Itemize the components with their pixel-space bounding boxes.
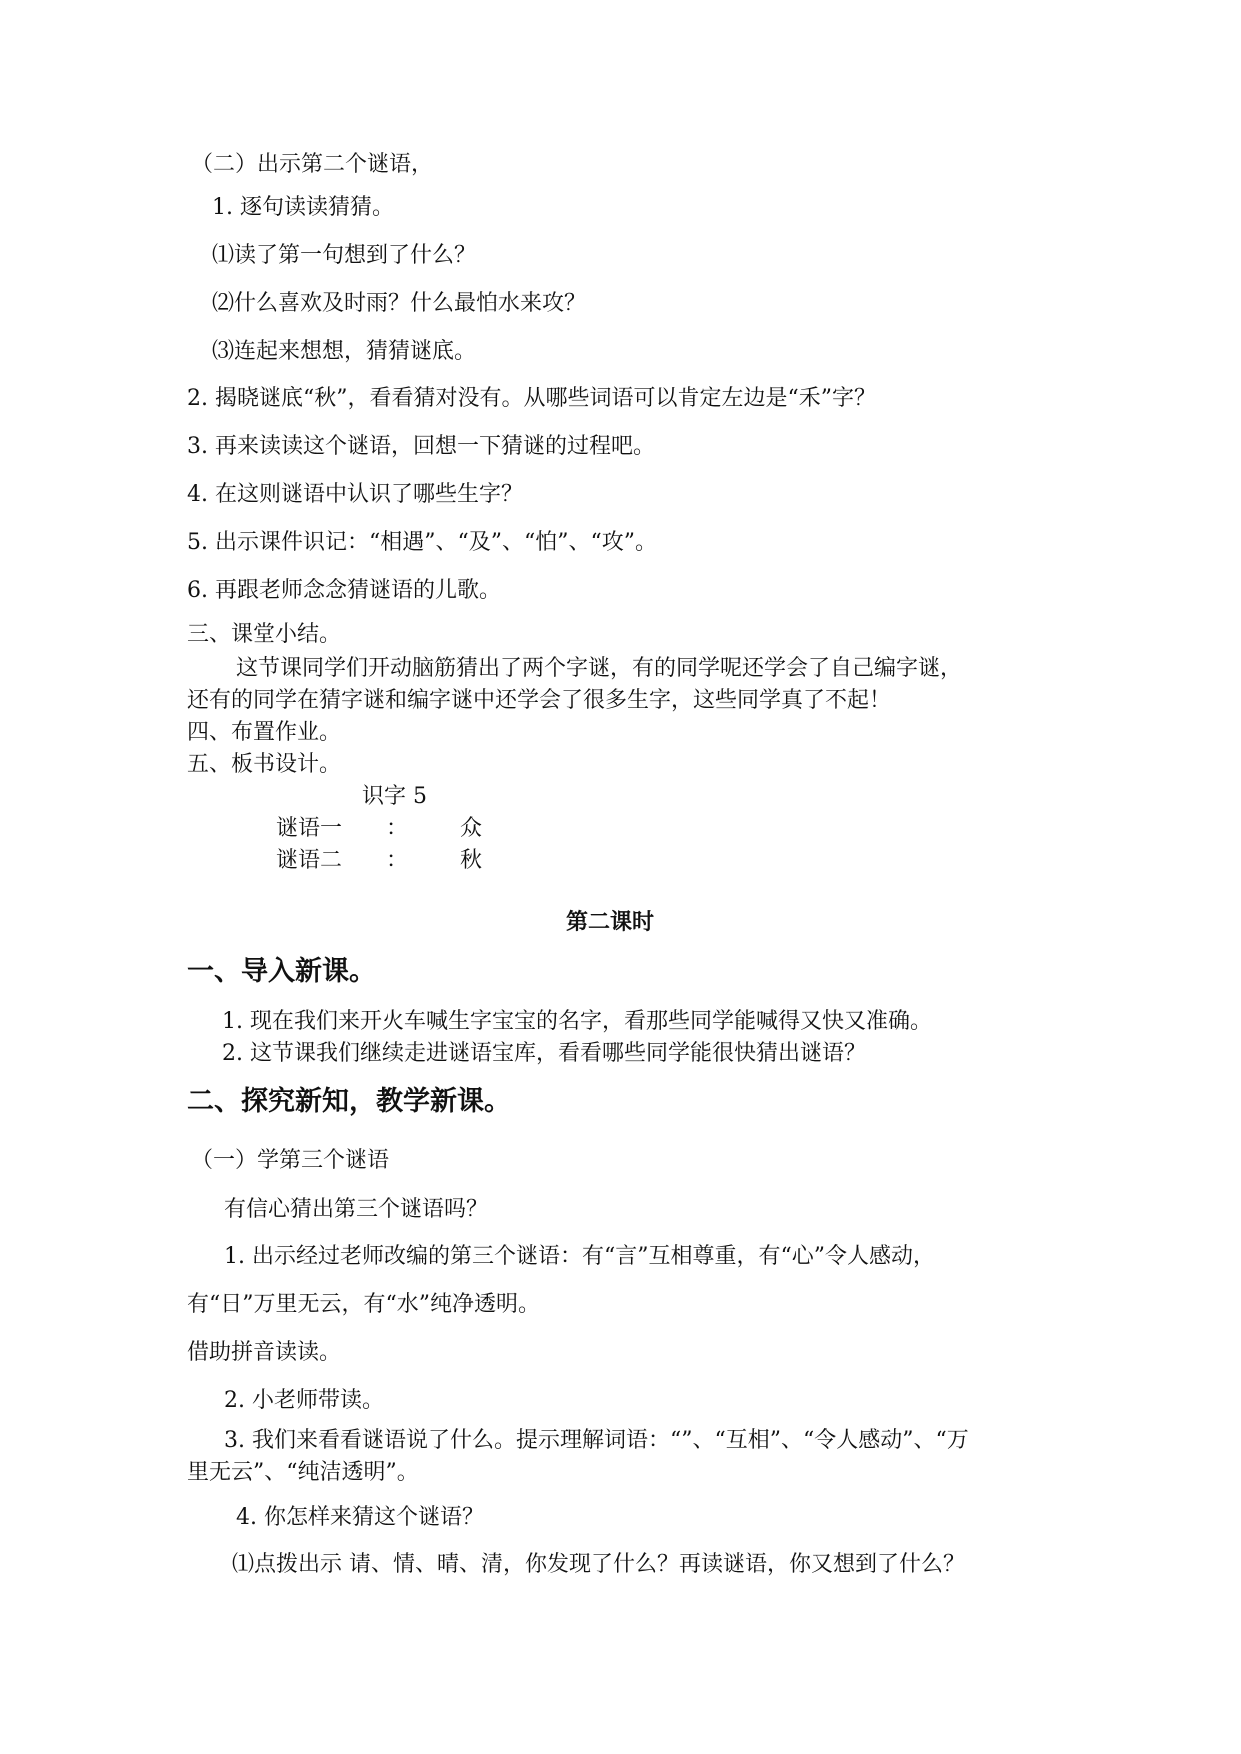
summary-heading: 三、课堂小结。 xyxy=(187,622,342,647)
section-heading-intro: 一、导入新课。 xyxy=(187,956,376,987)
board-row-answer: 秋 xyxy=(460,848,483,873)
question-3: ⑶连起来想想，猜猜谜底。 xyxy=(212,339,477,364)
step3-line-1: 3. 我们来看看谜语说了什么。提示理解词语：“”、“互相”、“令人感动”、“万 xyxy=(224,1428,969,1453)
board-design-heading: 五、板书设计。 xyxy=(187,752,342,777)
lesson-2-title: 第二课时 xyxy=(566,910,655,935)
step3-line: 3. 再来读读这个谜语，回想一下猜谜的过程吧。 xyxy=(187,434,655,459)
homework-heading: 四、布置作业。 xyxy=(187,720,342,745)
step4-line: 4. 在这则谜语中认识了哪些生字？ xyxy=(187,482,523,507)
step6-line: 6. 再跟老师念念猜谜语的儿歌。 xyxy=(187,578,501,603)
step1-line: 1. 逐句读读猜猜。 xyxy=(212,195,394,220)
step2-line: 2. 小老师带读。 xyxy=(224,1388,384,1413)
question-1: ⑴读了第一句想到了什么？ xyxy=(212,243,477,268)
board-row-label: 谜语二 xyxy=(276,848,343,873)
summary-line-1: 这节课同学们开动脑筋猜出了两个字谜，有的同学呢还学会了自己编字谜， xyxy=(236,656,963,681)
riddle3-intro: （一）学第三个谜语 xyxy=(191,1148,390,1173)
step4-line: 4. 你怎样来猜这个谜语？ xyxy=(236,1505,484,1530)
board-row-answer: 众 xyxy=(460,816,483,841)
section-heading-explore: 二、探究新知，教学新课。 xyxy=(187,1086,511,1117)
step5-line: 5. 出示课件识记：“相遇”、“及”、“怕”、“攻”。 xyxy=(187,530,657,555)
riddle3-line-2: 有“日”万里无云，有“水”纯净透明。 xyxy=(187,1292,540,1317)
step4-question-1: ⑴点拨出示 请、情、晴、清，你发现了什么？再读谜语，你又想到了什么？ xyxy=(232,1552,965,1577)
riddle3-line-1: 1. 出示经过老师改编的第三个谜语：有“言”互相尊重，有“心”令人感动， xyxy=(224,1244,935,1269)
intro-line-2: 2. 这节课我们继续走进谜语宝库，看看哪些同学能很快猜出谜语？ xyxy=(222,1041,866,1066)
riddle2-intro: （二）出示第二个谜语， xyxy=(191,152,434,177)
board-row-separator: ： xyxy=(386,816,409,841)
intro-line-1: 1. 现在我们来开火车喊生字宝宝的名字，看那些同学能喊得又快又准确。 xyxy=(222,1009,932,1034)
board-row-separator: ： xyxy=(386,848,409,873)
board-title: 识字 5 xyxy=(362,784,427,809)
step3-line-2: 里无云”、“纯洁透明”。 xyxy=(187,1460,419,1485)
question-2: ⑵什么喜欢及时雨？什么最怕水来攻？ xyxy=(212,291,587,316)
pinyin-line: 借助拼音读读。 xyxy=(187,1340,342,1365)
summary-line-2: 还有的同学在猜字谜和编字谜中还学会了很多生字，这些同学真了不起！ xyxy=(187,688,892,713)
step2-line: 2. 揭晓谜底“秋”，看看猜对没有。从哪些词语可以肯定左边是“禾”字？ xyxy=(187,386,876,411)
confidence-question: 有信心猜出第三个谜语吗？ xyxy=(224,1197,489,1222)
board-row-label: 谜语一 xyxy=(276,816,343,841)
